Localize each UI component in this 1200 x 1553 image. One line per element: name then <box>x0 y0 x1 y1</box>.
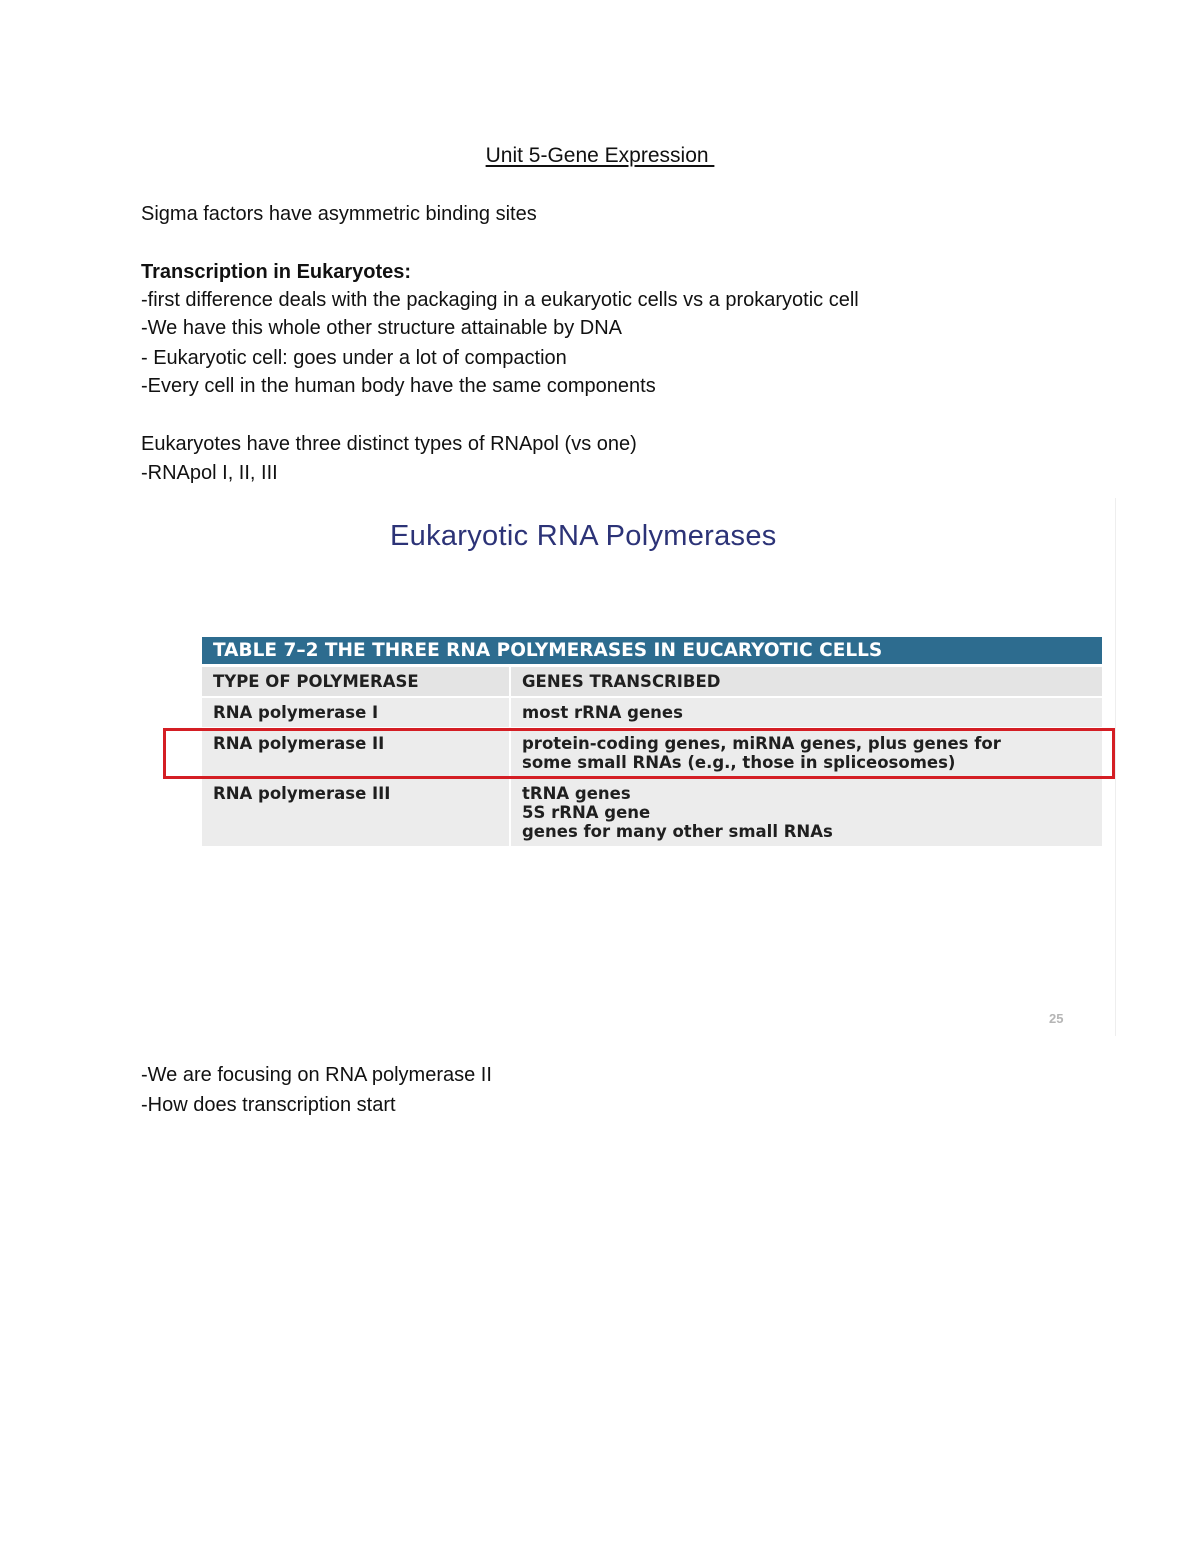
gene-line: genes for many other small RNAs <box>522 822 833 841</box>
page-title: Unit 5-Gene Expression <box>485 144 715 167</box>
closing-line: -How does transcription start <box>141 1094 396 1116</box>
section-line: -We have this whole other structure attainable by DNA <box>141 317 622 339</box>
intro-line: Sigma factors have asymmetric binding sites <box>141 203 537 225</box>
table-header-type: TYPE OF POLYMERASE <box>202 667 509 696</box>
gene-line: most rRNA genes <box>522 703 683 722</box>
table-header-genes: GENES TRANSCRIBED <box>511 667 1102 696</box>
gene-line: tRNA genes <box>522 784 631 803</box>
slide-number: 25 <box>1049 1011 1064 1026</box>
table-cell-type: RNA polymerase I <box>202 698 509 727</box>
table-caption: TABLE 7–2 THE THREE RNA POLYMERASES IN EUCARYOTIC CELLS <box>202 637 1102 664</box>
rnapol-intro-line: Eukaryotes have three distinct types of RNApol (vs one) <box>141 433 637 455</box>
section-line: - Eukaryotic cell: goes under a lot of compaction <box>141 347 567 369</box>
highlight-box <box>163 728 1115 779</box>
gene-line: 5S rRNA gene <box>522 803 651 822</box>
table-cell-genes <box>511 779 1102 846</box>
gene-line: protein-coding genes, miRNA genes, plus genes for <box>522 734 1001 753</box>
closing-line: -We are focusing on RNA polymerase II <box>141 1064 492 1086</box>
gene-line: some small RNAs (e.g., those in spliceosomes) <box>522 753 956 772</box>
section-line: -Every cell in the human body have the same components <box>141 375 656 397</box>
slide-title: Eukaryotic RNA Polymerases <box>390 520 777 552</box>
table-cell-genes <box>511 698 1102 727</box>
table-cell-type: RNA polymerase II <box>202 729 509 777</box>
table-cell-type: RNA polymerase III <box>202 779 509 846</box>
section-line: -first difference deals with the packaging in a eukaryotic cells vs a prokaryotic cell <box>141 289 859 311</box>
embedded-slide-image <box>141 498 1116 1036</box>
section-heading: Transcription in Eukaryotes: <box>141 261 412 283</box>
rnapol-list-line: -RNApol I, II, III <box>141 462 278 484</box>
